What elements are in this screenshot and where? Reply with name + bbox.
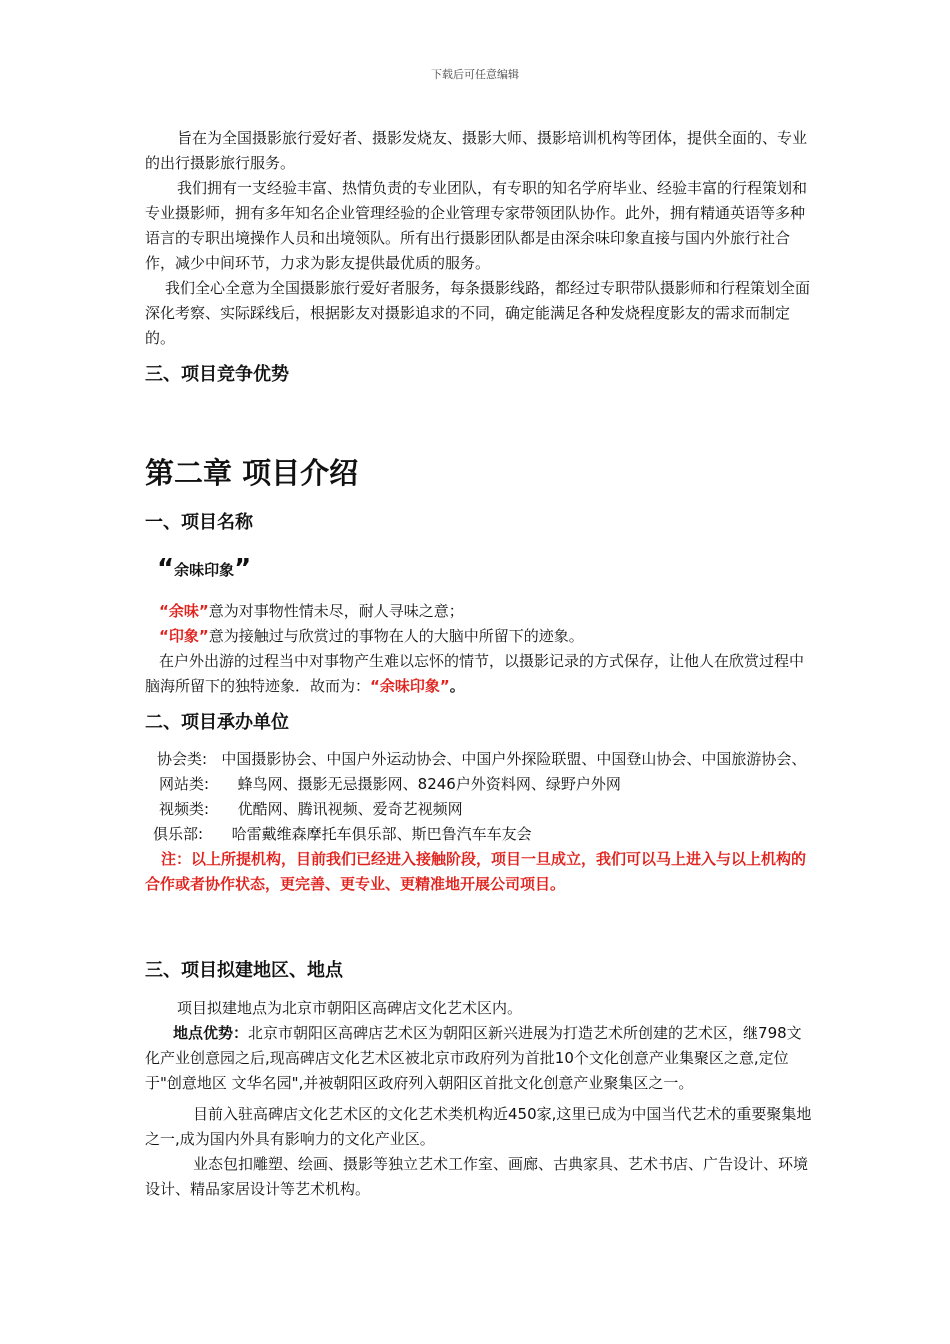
advantage-text: 北京市朝阳区高碑店艺术区为朝阳区新兴进展为打造艺术所创建的艺术区，继798文化产业创意园之后,现高碑店文化艺术区被北京市政府列为首批10个文化创意产业集聚区之意,定位于"创意地区 文华名园",并被朝阳区政府列入朝阳区首批文化创意产业聚集区之一。 (145, 1024, 802, 1092)
definition-1 (159, 599, 815, 624)
org-section (145, 710, 815, 736)
location-paragraph-3: 目前入驻高碑店文化艺术区的文化艺术类机构近450家,这里已成为中国当代艺术的重要聚集地之一,成为国内外具有影响力的文化产业区。 (145, 1105, 812, 1148)
location-section (145, 958, 815, 984)
project-name (157, 554, 815, 585)
org-note: 注：以上所提机构，目前我们已经进入接触阶段，项目一旦成立，我们可以马上进入与以上机构的合作或者协作状态，更完善、更专业、更精准地开展公司项目。 (145, 850, 807, 893)
advantage-label: 地点优势： (173, 1024, 249, 1042)
intro-paragraph-1: 旨在为全国摄影旅行爱好者、摄影发烧友、摄影大师、摄影培训机构等团体，提供全面的、专业的出行摄影旅行服务。 (145, 129, 808, 172)
definition-2-term: “印象” (159, 627, 209, 645)
web-list: 蜂鸟网、摄影无忌摄影网、8246户外资料网、绿野户外网 (237, 775, 621, 793)
assoc-row (145, 747, 815, 772)
close-quote: ” (234, 554, 252, 584)
project-name-text: 余味印象 (174, 561, 235, 579)
web-label: 网站类: (159, 775, 210, 793)
project-name-block (145, 554, 815, 699)
header-note: 下载后可任意编辑 (431, 68, 519, 81)
assoc-label: 协会类: (157, 750, 208, 768)
video-list: 优酷网、腾讯视频、爱奇艺视频网 (237, 800, 463, 818)
video-row (159, 797, 815, 822)
chapter-section (145, 455, 815, 491)
club-label: 俱乐部: (153, 825, 204, 843)
org-lists (145, 747, 815, 897)
web-row (159, 772, 815, 797)
intro-paragraph-2: 我们拥有一支经验丰富、热情负责的专业团队，有专职的知名学府毕业、经验丰富的行程策划和专业摄影师，拥有多年知名企业管理经验的企业管理专家带领团队协作。此外，拥有精通英语等多种语言的专职出境操作人员和出境领队。所有出行摄影团队都是由深余味印象直接与国内外旅行社合作，减少中间环节，力求为影友提供最优质的服务。 (145, 179, 808, 272)
name-description-text: 在户外出游的过程当中对事物产生难以忘怀的情节，以摄影记录的方式保存，让他人在欣赏过程中脑海所留下的独特迹象．故而为： (145, 652, 805, 695)
location-paragraph-1: 项目拟建地点为北京市朝阳区高碑店文化艺术区内。 (177, 999, 523, 1017)
club-list: 哈雷戴维森摩托车俱乐部、斯巴鲁汽车车友会 (231, 825, 532, 843)
location-paragraph-4: 业态包扣雕塑、绘画、摄影等独立艺术工作室、画廊、古典家具、艺术书店、广告设计、环境设计、精品家居设计等艺术机构。 (145, 1155, 809, 1198)
name-description-end: 。 (449, 677, 465, 695)
definition-2-text: 意为接触过与欣赏过的事物在人的大脑中所留下的迹象。 (208, 627, 584, 645)
assoc-list: 中国摄影协会、中国户外运动协会、中国户外探险联盟、中国登山协会、中国旅游协会、 (221, 750, 807, 768)
video-label: 视频类: (159, 800, 210, 818)
section-heading-competition: 三、项目竞争优势 (145, 364, 289, 385)
club-row (153, 822, 815, 847)
intro-paragraph-3: 我们全心全意为全国摄影旅行爱好者服务，每条摄影线路，都经过专职带队摄影师和行程策划全面深化考察、实际踩线后，根据影友对摄影追求的不同，确定能满足各种发烧程度影友的需求而制定的。 (145, 279, 811, 347)
definition-1-text: 意为对事物性情未尽，耐人寻味之意； (208, 602, 464, 620)
chapter-title: 第二章 项目介绍 (145, 456, 359, 490)
section-heading-location: 三、项目拟建地区、地点 (145, 960, 343, 981)
section-heading-name: 一、项目名称 (145, 512, 253, 533)
open-quote: “ (157, 554, 175, 584)
intro-section (145, 126, 815, 351)
name-description (145, 649, 815, 699)
name-description-term: “余味印象” (370, 677, 450, 695)
definition-2 (159, 624, 815, 649)
location-advantage (145, 1021, 815, 1096)
section-heading-org: 二、项目承办单位 (145, 712, 289, 733)
competition-section (145, 362, 815, 388)
definition-1-term: “余味” (159, 602, 209, 620)
location-body (145, 996, 815, 1202)
name-section (145, 510, 815, 536)
